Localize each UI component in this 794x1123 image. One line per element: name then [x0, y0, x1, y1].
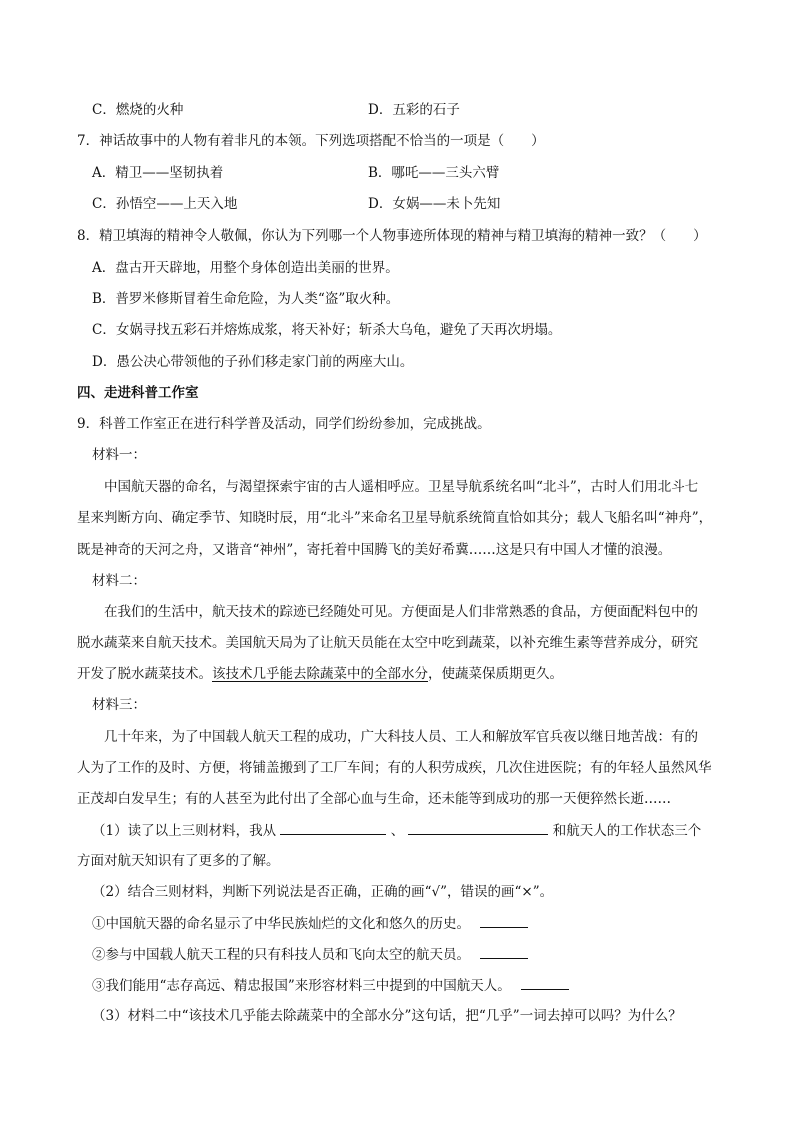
- material-1-line-1: 中国航天器的命名，与渴望探索宇宙的古人遥相呼应。卫星导航系统名叫“北斗”，古时人们用北斗七: [104, 479, 699, 495]
- q6-option-d: D．五彩的石子: [368, 102, 460, 118]
- answer-blank-2[interactable]: [408, 820, 548, 835]
- section-heading: 四、走进科普工作室: [77, 385, 199, 401]
- sub-question-1-end: 和航天人的工作状态三个: [552, 823, 702, 839]
- material-3-label: 材料三：: [92, 697, 146, 713]
- statement-1: [92, 913, 528, 933]
- statement-1-text: ①中国航天器的命名显示了中华民族灿烂的文化和悠久的历史。: [92, 916, 470, 932]
- material-2-line-3-start: 开发了脱水蔬菜技术。: [77, 666, 212, 682]
- q8-stem: 8．精卫填海的精神令人敬佩，你认为下列哪一个人物事迹所体现的精神与精卫填海的精神一致？（ ）: [77, 228, 707, 244]
- blank-separator: 、: [390, 823, 405, 839]
- underlined-sentence: 该技术几乎能去除蔬菜中的全部水分: [212, 666, 428, 682]
- statement-2-text: ②参与中国载人航天工程的只有科技人员和飞向太空的航天员。: [92, 947, 470, 963]
- answer-blank-1[interactable]: [280, 820, 386, 835]
- material-2-label: 材料二：: [92, 573, 146, 589]
- statement-1-answer-blank[interactable]: [480, 913, 528, 928]
- q9-stem: 9．科普工作室正在进行科学普及活动，同学们纷纷参加，完成挑战。: [77, 416, 491, 432]
- statement-3: [92, 975, 569, 995]
- statement-2-answer-blank[interactable]: [480, 944, 528, 959]
- material-2-line-3: [77, 664, 563, 684]
- material-1-line-3: 既是神奇的天河之舟，又谐音“神州”，寄托着中国腾飞的美好希冀……这是只有中国人才懂的浪漫。: [77, 542, 672, 558]
- sub-question-1-line-2: 方面对航天知识有了更多的了解。: [77, 853, 280, 869]
- sub-question-3: （3）材料二中“该技术几乎能去除蔬菜中的全部水分”这句话，把“几乎”一词去掉可以吗？为什么？: [92, 1008, 682, 1024]
- q8-option-a: A．盘古开天辟地，用整个身体创造出美丽的世界。: [92, 260, 399, 276]
- q7-stem: 7．神话故事中的人物有着非凡的本领。下列选项搭配不恰当的一项是（ ）: [77, 133, 545, 149]
- sub-question-1: [92, 820, 701, 840]
- material-2-line-2: 脱水蔬菜来自航天技术。美国航天局为了让航天员能在太空中吃到蔬菜，以补充维生素等营养成分，研究: [77, 635, 698, 651]
- q8-option-d: D．愚公决心带领他的子孙们移走家门前的两座大山。: [92, 354, 414, 370]
- statement-3-answer-blank[interactable]: [521, 975, 569, 990]
- q8-option-c: C．女娲寻找五彩石并熔炼成浆，将天补好；斩杀大乌龟，避免了天再次坍塌。: [92, 322, 562, 338]
- material-1-line-2: 星来判断方向、确定季节、知晓时辰，用“北斗”来命名卫星导航系统简直恰如其分；载人飞船名叫“神舟”，: [77, 510, 713, 526]
- q7-option-b: B．哪吒——三头六臂: [368, 165, 500, 181]
- sub-question-2: （2）结合三则材料，判断下列说法是否正确，正确的画“√”，错误的画“×”。: [92, 884, 554, 900]
- q6-option-c: C．燃烧的火种: [92, 102, 184, 118]
- statement-3-text: ③我们能用“志存高远、精忠报国”来形容材料三中提到的中国航天人。: [92, 978, 511, 994]
- q8-option-b: B．普罗米修斯冒着生命危险，为人类“盗”取火种。: [92, 291, 400, 307]
- q7-option-a: A．精卫——坚韧执着: [92, 165, 224, 181]
- q7-option-d: D．女娲——未卜先知: [368, 196, 501, 212]
- material-1-label: 材料一：: [92, 447, 146, 463]
- q7-option-c: C．孙悟空——上天入地: [92, 196, 238, 212]
- sub-question-1-start: （1）读了以上三则材料，我从: [92, 823, 277, 839]
- material-2-line-1: 在我们的生活中，航天技术的踪迹已经随处可见。方便面是人们非常熟悉的食品，方便面配料包中的: [104, 604, 698, 620]
- material-2-line-3-end: ，使蔬菜保质期更久。: [428, 666, 563, 682]
- material-3-line-1: 几十年来，为了中国载人航天工程的成功，广大科技人员、工人和解放军官兵夜以继日地苦战：有的: [104, 729, 698, 745]
- material-3-line-3: 正茂却白发早生；有的人甚至为此付出了全部心血与生命，还未能等到成功的那一天便猝然长逝……: [77, 791, 671, 807]
- material-3-line-2: 人为了工作的及时、方便，将铺盖搬到了工厂车间；有的人积劳成疾，几次住进医院；有的年轻人虽然风华: [77, 760, 712, 776]
- statement-2: [92, 944, 528, 964]
